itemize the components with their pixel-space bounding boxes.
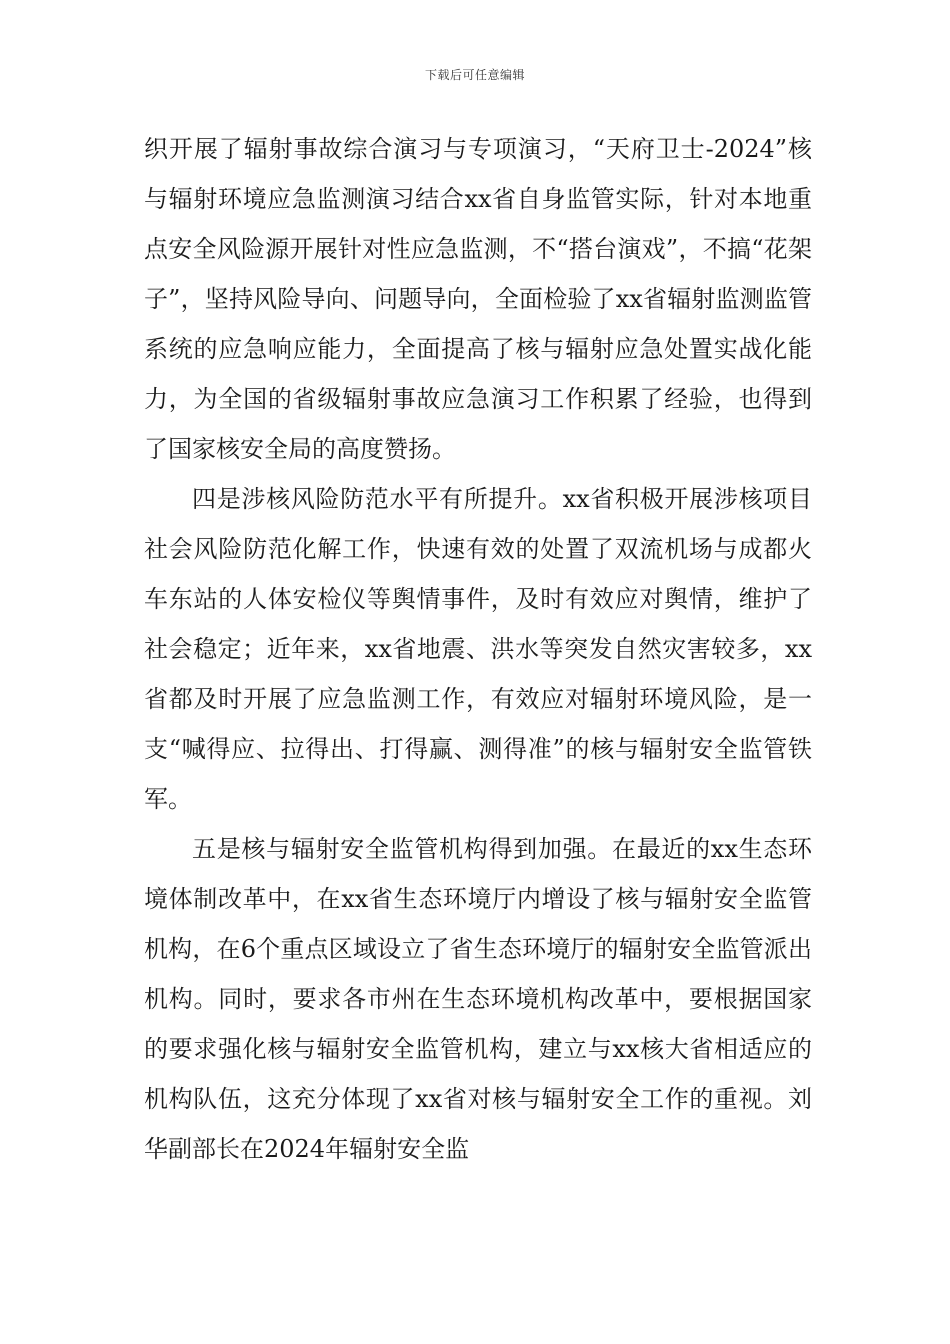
paragraph-point-five: 五是核与辐射安全监管机构得到加强。在最近的xx生态环境体制改革中，在xx省生态环境厅内增设了核与辐射安全监管机构，在6个重点区域设立了省生态环境厅的辐射安全监管派出机构。同时，要求各市州在生态环境机构改革中，要根据国家的要求强化核与辐射安全监管机构，建立与xx核大省相适应的机构队伍，这充分体现了xx省对核与辐射安全工作的重视。刘华副部长在2024年辐射安全监 xyxy=(144,835,812,1163)
document-body xyxy=(144,124,812,1174)
paragraph-point-four: 四是涉核风险防范水平有所提升。xx省积极开展涉核项目社会风险防范化解工作，快速有效的处置了双流机场与成都火车东站的人体安检仪等舆情事件，及时有效应对舆情，维护了社会稳定；近年来，xx省地震、洪水等突发自然灾害较多，xx省都及时开展了应急监测工作，有效应对辐射环境风险，是一支“喊得应、拉得出、打得赢、测得准”的核与辐射安全监管铁军。 xyxy=(144,485,812,813)
paragraph-continuation: 织开展了辐射事故综合演习与专项演习，“天府卫士-2024”核与辐射环境应急监测演习结合xx省自身监管实际，针对本地重点安全风险源开展针对性应急监测，不“搭台演戏”，不搞“花架子”，坚持风险导向、问题导向，全面检验了xx省辐射监测监管系统的应急响应能力，全面提高了核与辐射应急处置实战化能力，为全国的省级辐射事故应急演习工作积累了经验，也得到了国家核安全局的高度赞扬。 xyxy=(144,135,812,463)
page-header: 下载后可任意编辑 xyxy=(424,68,525,82)
